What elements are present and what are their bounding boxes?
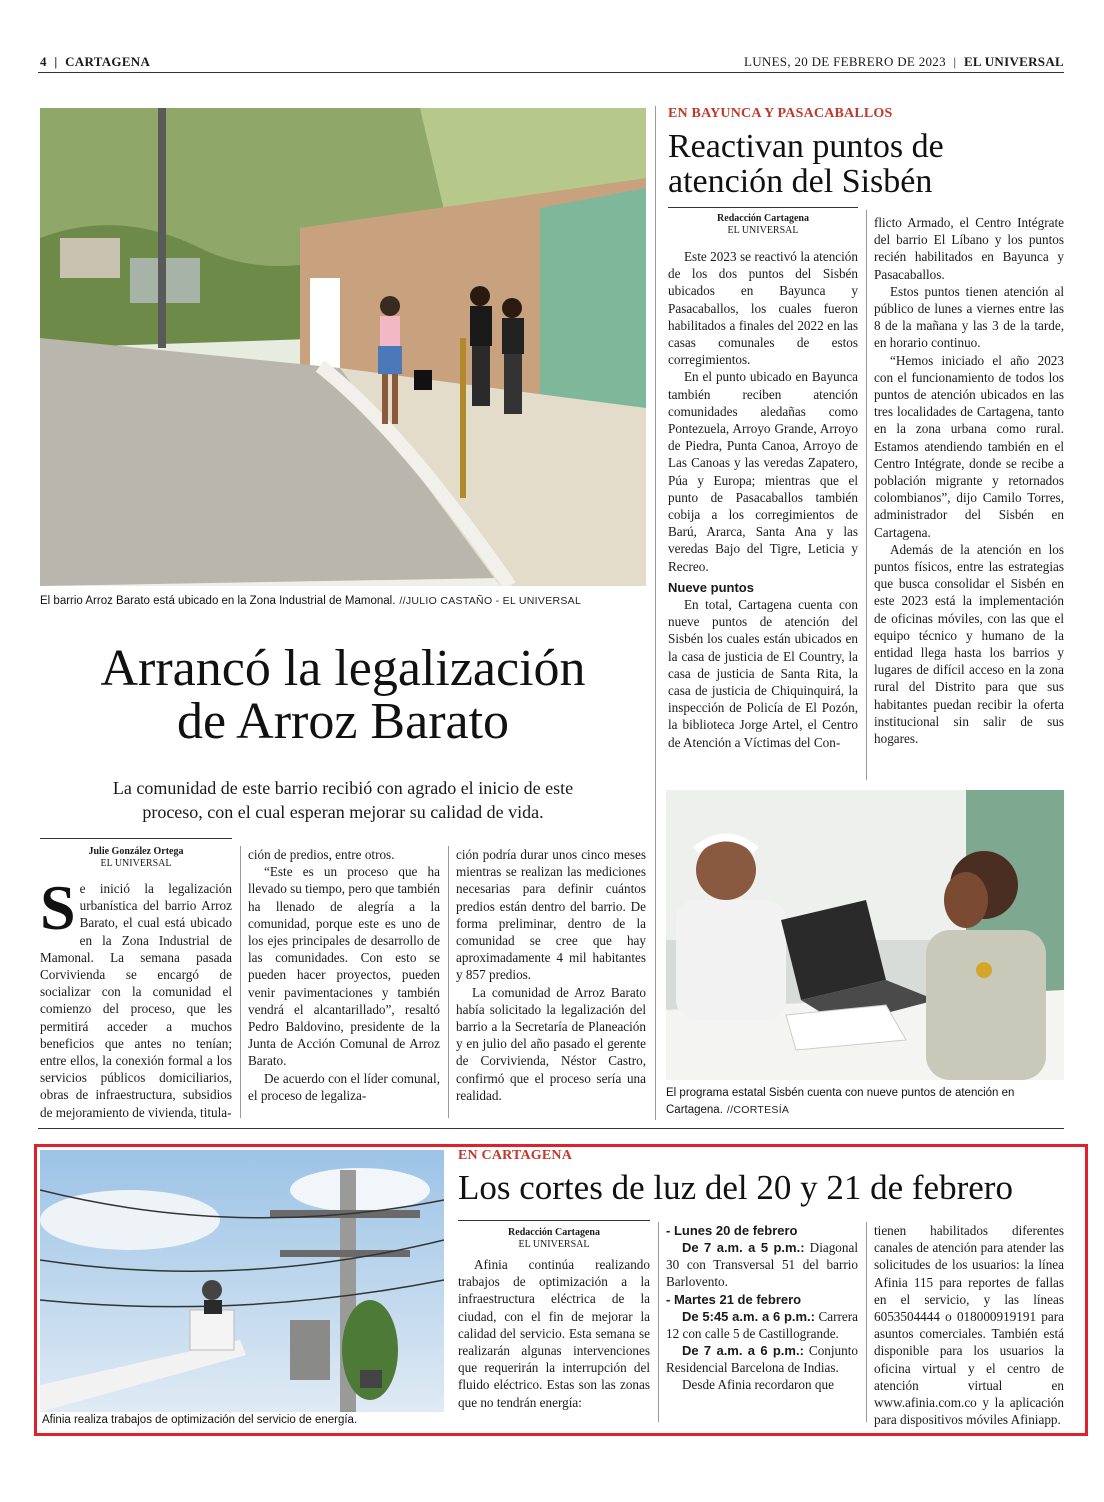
section-name: CARTAGENA [65, 54, 151, 69]
sisben-column-1 [668, 248, 858, 751]
schedule-place-tuesday-2: Conjunto Residencial Barcelona de Indias. [666, 1343, 859, 1376]
sisben-caption-block [666, 1084, 1064, 1118]
column-divider [866, 1222, 867, 1422]
sisben-byline-name: Redacción Cartagena [717, 213, 809, 224]
sisben-col1-p3: En total, Cartagena cuenta con nueve puntos de atención del Sisbén los cuales están ubicados en la casa de justicia de El Country, la casa de justicia de Santa Rita, la casa de justicia de Chiquinquirá, la inspección de Policía de El Pozón, la biblioteca Jorge Artel, el Centro de Atención a Víctimas del Con- [668, 597, 858, 750]
cortes-kicker: EN CARTAGENA [458, 1148, 573, 1163]
page-header-right: LUNES, 20 DE FEBRERO DE 2023 | EL UNIVERSAL [743, 54, 1064, 69]
sisben-photo [666, 790, 1064, 1080]
cortes-col3-text: tienen habilitados diferentes canales de atención para atender las solicitudes de los usuarios: la línea Afinia 115 para reportes de fallas en el servicio, y las líneas 6053504444 o 018000919191 para asuntos comerciales. También está disponible para los usuarios la oficina virtual y el centro de atención virtual en www.afinia.com.co y la aplicación para dispositivos móviles Afiniapp. [874, 1223, 1064, 1428]
schedule-place-monday-1: Diagonal 30 con Transversal 51 del barrio Barlovento. [666, 1240, 859, 1290]
column-divider [866, 210, 867, 780]
arroz-barato-column-2 [248, 846, 440, 1104]
arroz-barato-headline-line2: de Arroz Barato [176, 693, 510, 751]
sisben-col2-p3: “Hemos iniciado el año 2023 con el funcionamiento de todos los puntos de atención ubicados en las tres localidades de Cartagena, tanto en la zona urbana como rural. Estamos atendiendo también en el Centro Intégrate, donde se recibe a población migrante y retornados colombianos”, dijo Camilo Torres, administrador del Sisbén en Cartagena. [874, 352, 1064, 540]
sisben-col1-p2: En el punto ubicado en Bayunca también reciben atención comunidades aledañas como Pontezuela, Arroyo Grande, Arroyo de Piedra, Punta Canoa, Arroyo de Las Canoas y las veredas Zapatero, Púa y Europa; mientras que el punto de Pasacaballos también cobija a los corregimientos de Barú, Ararca, Santa Ana y las veredas Bajo del Tigre, Leticia y Recreo. [668, 369, 858, 574]
sisben-kicker: EN BAYUNCA Y PASACABALLOS [668, 106, 893, 121]
schedule-time-monday-1: De 7 a.m. a 5 p.m.: [682, 1240, 805, 1255]
arroz-barato-deck-line2: proceso, con el cual esperan mejorar su calidad de vida. [142, 802, 544, 822]
arroz-col3-p1: ción podría durar unos cinco meses mientras se realizan las mediciones necesarias para definir cuántos predios están dentro del barrio. De forma preliminar, dentro de la comunidad se cree que hay aproximadamente 4 mil habitantes y 857 predios. [456, 847, 646, 983]
sisben-subhead: Nueve puntos [668, 579, 754, 595]
cortes-byline-outlet: EL UNIVERSAL [518, 1238, 590, 1250]
arroz-barato-caption-block [40, 591, 646, 609]
sisben-col1-p1: Este 2023 se reactivó la atención de los dos puntos del Sisbén ubicados en Bayunca y Pasacaballos, los cuales fueron habilitados a finales del 2022 en las casas comunales de estos corregimientos. [668, 249, 858, 368]
cortes-byline-name: Redacción Cartagena [508, 1227, 600, 1238]
arroz-byline-name: Julie González Ortega [88, 846, 184, 857]
arroz-barato-column-3 [456, 846, 646, 1104]
column-divider [240, 846, 241, 1118]
sisben-headline-line1: Reactivan puntos de [668, 128, 944, 165]
cortes-column-2 [666, 1222, 858, 1394]
main-column-divider [655, 106, 656, 1120]
section-rule [38, 1128, 1064, 1129]
arroz-col3-p2: La comunidad de Arroz Barato había solicitado la legalización del barrio a la Secretaría de Planeación y en julio del año pasado el gerente de Corvivienda, Néstor Castro, confirmó que el proceso sería una realidad. [456, 984, 646, 1103]
arroz-barato-photo-caption: El barrio Arroz Barato está ubicado en la Zona Industrial de Mamonal. [40, 595, 396, 607]
sisben-col2-p2: Estos puntos tienen atención al público de lunes a viernes entre las 8 de la mañana y las 3 de la tarde, en horario continuo. [874, 283, 1064, 351]
issue-date: LUNES, 20 DE FEBRERO DE 2023 [743, 54, 946, 69]
cortes-byline-rule [458, 1220, 650, 1221]
schedule-place-tuesday-1: Carrera 12 con calle 5 de Castillogrande. [666, 1308, 858, 1341]
schedule-day-monday: - Lunes 20 de febrero [666, 1223, 798, 1238]
newspaper-name: EL UNIVERSAL [963, 54, 1064, 69]
schedule-time-tuesday-2: De 7 a.m. a 6 p.m.: [682, 1343, 804, 1359]
afinia-photo-caption: Afinia realiza trabajos de optimización del servicio de energía. [42, 1414, 358, 1426]
cortes-column-1 [458, 1256, 650, 1411]
sisben-headline [668, 130, 1068, 199]
arroz-barato-byline [40, 846, 232, 869]
column-divider [448, 846, 449, 1118]
dropcap-letter: S [40, 872, 76, 943]
sisben-column-2 [874, 214, 1064, 747]
page-number: 4 [40, 54, 47, 69]
arroz-col2-p2: “Este es un proceso que ha llevado su tiempo, pero que también ha llenado de alegría a la comunidad, porque este es uno de los ejes principales de desarrollo de las comunidades. Con esto se pueden hacer proyectos, pueden venir pavimentaciones y también vendrá el alcantarillado”, resaltó Pedro Baldovino, presidente de la Junta de Acción Comunal de Arroz Barato. [248, 864, 440, 1069]
sisben-col2-p1: flicto Armado, el Centro Intégrate del barrio El Líbano y los puntos recién habilitados en Bayunca y Pasacaballos. [874, 215, 1064, 282]
cortes-headline: Los cortes de luz del 20 y 21 de febrero [458, 1168, 1013, 1207]
sisben-byline [668, 213, 858, 236]
sisben-col2-p4: Además de la atención en los puntos físicos, entre las estrategias que busca consolidar el Sisbén en este 2023 está la implementación de oficinas móviles, con las que el equipo técnico y humano de la entidad llega hasta los barrios y lugares de difícil acceso en la zona rural del Distrito para que sus habitantes puedan recibir la oferta institucional sin salir de sus hogares. [874, 541, 1064, 747]
arroz-col2-p1: ción de predios, entre otros. [248, 847, 395, 862]
page-header-left: 4 | CARTAGENA [40, 54, 151, 69]
schedule-time-tuesday-1: De 5:45 a.m. a 6 p.m.: [682, 1308, 816, 1324]
arroz-col1-text: e inició la legalización urbanística del barrio Arroz Barato, el cual está ubicado en la Zona Industrial de Mamonal. La semana pasada Corvivienda se encargó de socializar con la comunidad el comienzo del proceso, que les permitirá acceder a muchos beneficios que antes no tenían; entre ellos, la conexión formal a los servicios públicos domiciliarios, obras de infraestructura, subsidios de mejoramiento de vivienda, titula- [40, 881, 232, 1120]
sisben-photo-caption: El programa estatal Sisbén cuenta con nueve puntos de atención en Cartagena. [666, 1087, 1015, 1116]
arroz-barato-photo-credit: //JULIO CASTAÑO - EL UNIVERSAL [399, 595, 582, 607]
column-divider [658, 1222, 659, 1422]
arroz-barato-headline-line1: Arrancó la legalización [100, 640, 586, 697]
afinia-photo [40, 1150, 444, 1412]
arroz-byline-outlet: EL UNIVERSAL [100, 857, 172, 869]
arroz-barato-deck [40, 776, 646, 824]
arroz-barato-headline [40, 640, 646, 751]
sisben-byline-outlet: EL UNIVERSAL [727, 224, 799, 236]
sisben-photo-credit: //CORTESÍA [726, 1104, 790, 1116]
arroz-barato-deck-line1: La comunidad de este barrio recibió con agrado el inicio de este [112, 778, 574, 798]
sisben-headline-line2: atención del Sisbén [668, 162, 933, 200]
arroz-barato-column-1 [40, 872, 232, 1121]
cortes-col2-end: Desde Afinia recordaron que [682, 1377, 834, 1393]
arroz-byline-rule [40, 838, 232, 839]
header-rule [38, 72, 1064, 73]
cortes-column-3 [874, 1222, 1064, 1428]
cortes-byline [458, 1227, 650, 1250]
cortes-col1-text: Afinia continúa realizando trabajos de optimización a la infraestructura eléctrica de la ciudad, con el fin de mejorar la calidad del servicio. Esta semana se realizarán algunas intervenciones que requerirán la interrupción del fluido eléctrico. Estas son las zonas que no tendrán energía: [458, 1257, 650, 1410]
arroz-col2-p3: De acuerdo con el líder comunal, el proceso de legaliza- [248, 1070, 440, 1103]
arroz-barato-photo [40, 108, 646, 586]
schedule-day-tuesday: - Martes 21 de febrero [666, 1291, 802, 1307]
sisben-byline-rule [668, 207, 858, 208]
